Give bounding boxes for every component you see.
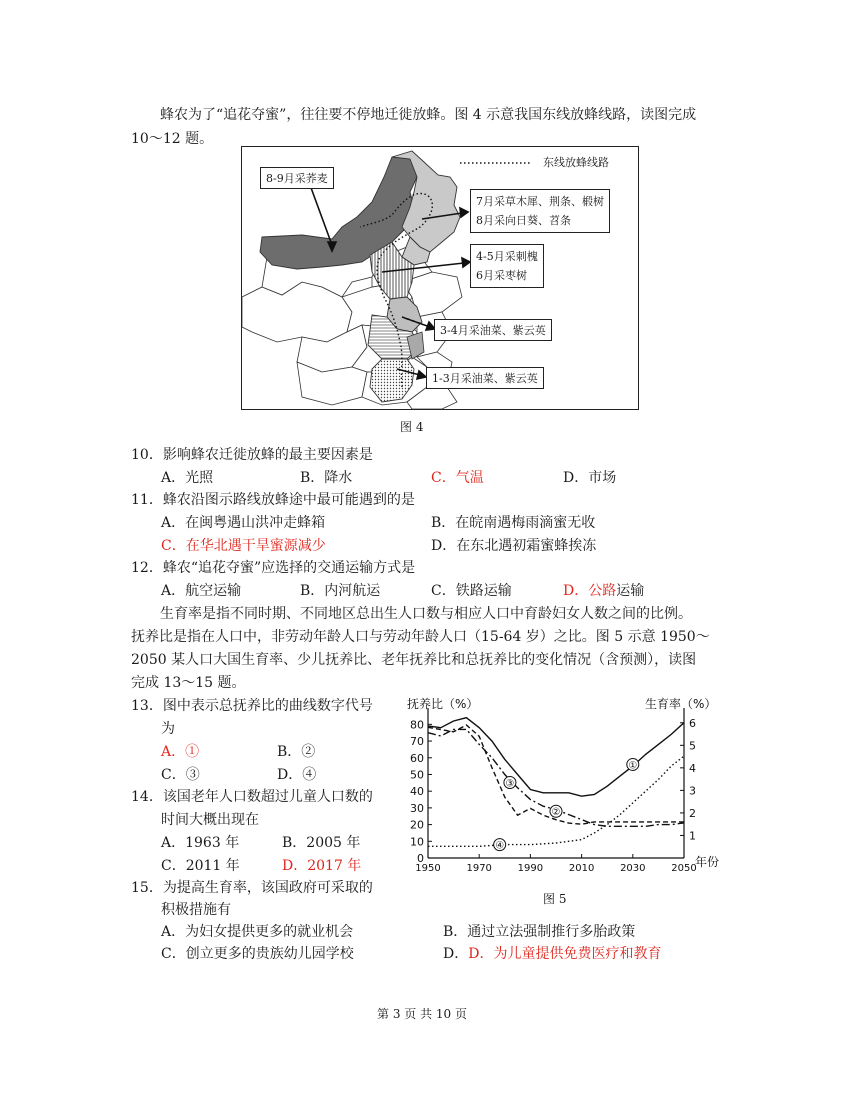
q13-stem-line1: 13．图中表示总抚养比的曲线数字代号	[131, 698, 373, 714]
q15-stem-line1: 15．为提高生育率，该国政府可采取的	[131, 880, 373, 896]
figure-4-caption: 图 4	[400, 420, 424, 434]
q11-option-b: B．在皖南遇梅雨滴蜜无收	[431, 515, 596, 531]
series-line-4	[428, 756, 684, 846]
q12-option-d	[563, 580, 644, 600]
q14-option-a: A．1963 年	[161, 835, 240, 851]
q10-option-b: B．降水	[300, 470, 353, 486]
series-line-1	[428, 718, 684, 797]
left-axis-title: 抚养比（%）	[407, 697, 479, 711]
q14-stem-line1: 14．该国老年人口数超过儿童人口数的	[131, 789, 373, 805]
q12-option-b: B．内河航运	[300, 583, 381, 599]
q15-option-c: C．创立更多的贵族幼儿园学校	[161, 946, 354, 962]
map-label-5: 1-3月采油菜、紫云英	[426, 367, 544, 389]
map-label-1: 8-9月采荞麦	[260, 167, 334, 189]
arrow-head-l2	[460, 208, 468, 217]
series-marker-label: ④	[495, 840, 505, 852]
figure-5-svg	[395, 690, 725, 880]
x-tick-label: 1950	[415, 863, 441, 874]
map-label-2-line2: 8月采向日葵、苕条	[476, 214, 571, 227]
figure-5-caption: 图 5	[543, 892, 567, 906]
y-left-tick-label: 80	[410, 718, 424, 732]
q14-option-c: C．2011 年	[161, 858, 240, 874]
q15-option-d	[443, 943, 661, 963]
q12-option-c: C．铁路运输	[431, 583, 512, 599]
q11-option-a: A．在闽粤遇山洪冲走蜂箱	[161, 515, 326, 531]
x-tick-label: 1970	[466, 863, 492, 874]
figure-4-map	[241, 146, 639, 410]
series-marker-label: ③	[505, 778, 515, 790]
q12-stem: 12．蜂农“追花夺蜜”应选择的交通运输方式是	[131, 560, 416, 576]
right-axis-title: 生育率（%）	[645, 697, 717, 711]
y-left-tick-label: 20	[410, 818, 424, 832]
y-right-tick-label: 2	[689, 806, 696, 820]
q15-option-d-text: D．为儿童提供免费医疗和教育	[468, 946, 662, 962]
map-label-3-line2: 6月采枣树	[476, 269, 527, 282]
arrow-head-l3	[462, 258, 470, 267]
y-left-tick-label: 50	[410, 768, 424, 782]
map-legend-label: 东线放蜂线路	[543, 156, 609, 169]
q11-option-d: D．在东北遇初霜蜜蜂挨冻	[431, 538, 597, 554]
y-left-tick-label: 60	[410, 751, 424, 765]
map-label-3-line1: 4-5月采刺槐	[476, 250, 538, 263]
intro2-line4: 完成 13～15 题。	[131, 675, 246, 691]
q14-option-d: D．2017 年	[282, 858, 362, 874]
q10-option-a: A．光照	[161, 470, 214, 486]
q13-stem-line2: 为	[161, 721, 175, 737]
page-footer: 第 3 页 共 10 页	[377, 1007, 467, 1021]
q14-stem-line2: 时间大概出现在	[161, 812, 259, 828]
map-label-2	[470, 189, 610, 233]
q15-option-b: B．通过立法强制推行多胎政策	[443, 924, 636, 940]
q11-stem: 11．蜂农沿图示路线放蜂途中最可能遇到的是	[131, 492, 415, 508]
y-right-tick-label: 1	[689, 829, 696, 843]
x-tick-label: 2010	[568, 863, 595, 874]
q15-stem-line2: 积极措施有	[161, 902, 231, 918]
series-marker-label: ①	[628, 760, 638, 772]
q10-option-d: D．市场	[563, 470, 617, 486]
y-left-tick-label: 10	[410, 835, 424, 849]
figure-5-chart	[395, 690, 725, 880]
intro1-line1: 蜂农为了“追花夺蜜”，往往要不停地迁徙放蜂。图 4 示意我国东线放蜂线路，读图完成	[160, 107, 697, 123]
y-right-tick-label: 4	[689, 761, 696, 775]
q13-option-c: C．③	[161, 767, 200, 783]
y-right-tick-label: 6	[689, 716, 696, 730]
intro2-line3: 2050 某人口大国生育率、少儿抚养比、老年抚养比和总抚养比的变化情况（含预测），读图	[131, 652, 697, 668]
y-left-tick-label: 0	[417, 852, 424, 865]
intro2-line2: 抚养比是指在人口中，非劳动年龄人口与劳动年龄人口（15-64 岁）之比。图 5 示意 1950～	[131, 629, 710, 645]
q11-option-c: C．在华北遇干旱蜜源减少	[161, 538, 326, 554]
q15-option-d-letter: D．	[443, 946, 469, 962]
intro2-line1: 生育率是指不同时期、不同地区总出生人口数与相应人口中育龄妇女人数之间的比例。	[160, 606, 692, 622]
q13-option-a: A．①	[161, 744, 200, 760]
q10-stem: 10．影响蜂农迁徙放蜂的最主要因素是	[131, 447, 373, 463]
y-right-tick-label: 5	[689, 739, 696, 753]
series-marker-label: ②	[551, 807, 561, 819]
map-label-2-line1: 7月采草木犀、荆条、椴树	[476, 195, 604, 208]
y-left-tick-label: 30	[410, 801, 424, 815]
q12-option-d-red: D．公路	[563, 583, 617, 599]
q14-option-b: B．2005 年	[282, 835, 361, 851]
q13-option-d: D．④	[277, 767, 317, 783]
q13-option-b: B．②	[277, 744, 316, 760]
arrow-l1	[310, 185, 332, 245]
y-left-tick-label: 70	[410, 735, 424, 749]
q12-option-d-rest: 运输	[616, 583, 645, 599]
x-unit-label: 年份	[695, 855, 720, 869]
map-label-4: 3-4月采油菜、紫云英	[434, 319, 552, 341]
y-right-tick-label: 3	[689, 784, 696, 798]
q15-option-a: A．为妇女提供更多的就业机会	[161, 924, 354, 940]
x-tick-label: 1990	[517, 863, 544, 874]
q10-option-c: C．气温	[431, 470, 484, 486]
x-tick-label: 2050	[671, 863, 697, 874]
intro1-line2: 10～12 题。	[131, 131, 214, 147]
x-tick-label: 2030	[620, 863, 646, 874]
q12-option-a: A．航空运输	[161, 583, 242, 599]
map-label-3	[470, 244, 544, 288]
y-left-tick-label: 40	[410, 785, 424, 799]
